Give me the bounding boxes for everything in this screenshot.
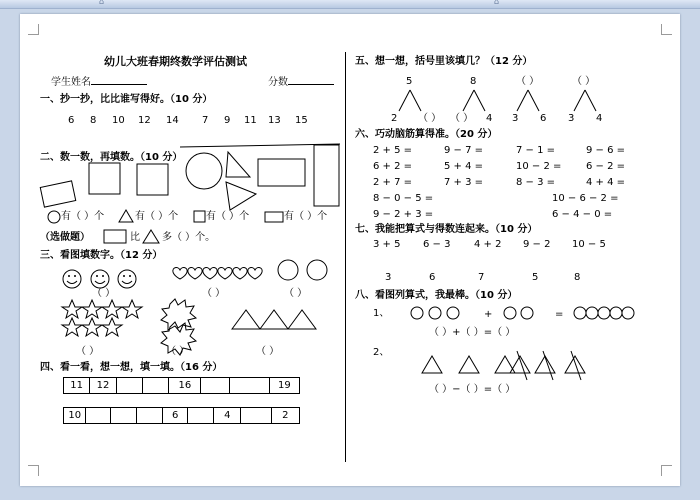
section-3-heading: 三、看图填数字。（12 分） bbox=[40, 250, 163, 261]
tree-left: 3 bbox=[568, 113, 575, 124]
match-expression: 3 + 5 bbox=[373, 239, 401, 250]
tree-top: 5 bbox=[406, 76, 413, 87]
bonus-label: （选做题） bbox=[40, 232, 90, 243]
grid-cell: 10 bbox=[64, 408, 86, 423]
tree-left: 3 bbox=[512, 113, 519, 124]
picture-equation-1 bbox=[20, 14, 680, 486]
question-number: 2、 bbox=[373, 347, 390, 358]
grid-cell: 19 bbox=[277, 380, 291, 391]
match-answer: 3 bbox=[385, 272, 392, 283]
equation: 9 − 6 = bbox=[586, 145, 626, 156]
section-4-heading: 四、看一看，想一想，填一填。（16 分） bbox=[40, 362, 223, 373]
tree-right: 6 bbox=[540, 113, 547, 124]
grid-cell: 12 bbox=[90, 378, 116, 393]
grid-cell: 4 bbox=[214, 408, 241, 423]
count-square-text: 有（ ）个 bbox=[206, 211, 250, 222]
count-rectangle-text: 有（ ）个 bbox=[284, 211, 328, 222]
equation: 10 − 2 = bbox=[516, 161, 562, 172]
equation: 2 + 5 = bbox=[373, 145, 413, 156]
blank: （ ） bbox=[284, 288, 308, 299]
match-expression: 10 − 5 bbox=[572, 239, 606, 250]
equation: 7 + 3 = bbox=[444, 177, 484, 188]
tree-left: （ ） bbox=[450, 113, 474, 124]
equation: 6 − 2 = bbox=[586, 161, 626, 172]
match-answer: 6 bbox=[429, 272, 436, 283]
document-page bbox=[20, 14, 680, 486]
equation: 7 − 1 = bbox=[516, 145, 556, 156]
match-answer: 7 bbox=[478, 272, 485, 283]
equation: 2 + 7 = bbox=[373, 177, 413, 188]
section-2-heading: 二、数一数，再填数。（10 分） bbox=[40, 152, 183, 163]
ruler-marker-left-icon: ⌂ bbox=[99, 0, 105, 6]
sequence-number: 9 bbox=[224, 115, 231, 126]
sequence-number: 8 bbox=[90, 115, 97, 126]
sequence-number: 7 bbox=[202, 115, 209, 126]
equation: 6 − 4 − 0 = bbox=[552, 209, 613, 220]
blank: （ ） bbox=[256, 346, 280, 357]
sequence-number: 10 bbox=[112, 115, 125, 126]
section-1-heading: 一、抄一抄，比比谁写得好。（10 分） bbox=[40, 94, 213, 105]
blank: （ ） bbox=[166, 346, 190, 357]
bonus-compare-text: 比 bbox=[130, 232, 140, 243]
section-8-heading: 八、看图列算式，我最棒。（10 分） bbox=[355, 290, 518, 301]
equation: 4 + 4 = bbox=[586, 177, 626, 188]
student-name-label: 学生姓名 bbox=[51, 77, 91, 88]
tree-top: 8 bbox=[470, 76, 477, 87]
equation: 6 + 2 = bbox=[373, 161, 413, 172]
blank: （ ） bbox=[202, 288, 226, 299]
match-expression: 6 − 3 bbox=[423, 239, 451, 250]
sequence-number: 14 bbox=[166, 115, 179, 126]
blank: （ ） bbox=[76, 346, 100, 357]
equals-sign: = bbox=[555, 309, 564, 320]
equation: 10 − 6 − 2 = bbox=[552, 193, 619, 204]
count-circle-text: 有（ ）个 bbox=[61, 211, 105, 222]
sequence-number: 11 bbox=[244, 115, 257, 126]
bonus-more-text: 多（ ）个。 bbox=[162, 232, 216, 243]
page-title: 幼儿大班春期终数学评估测试 bbox=[104, 55, 247, 68]
score-label: 分数 bbox=[268, 77, 288, 88]
sequence-number: 6 bbox=[68, 115, 75, 126]
section-7-heading: 七、我能把算式与得数连起来。（10 分） bbox=[355, 224, 538, 235]
count-triangle-text: 有（ ）个 bbox=[135, 211, 179, 222]
tree-top: （ ） bbox=[572, 76, 596, 87]
grid-cell: 2 bbox=[282, 410, 289, 421]
match-answer: 8 bbox=[574, 272, 581, 283]
ruler-bar bbox=[0, 0, 700, 9]
tree-right: 4 bbox=[596, 113, 603, 124]
equation: 5 + 4 = bbox=[444, 161, 484, 172]
grid-cell: 16 bbox=[169, 378, 201, 393]
question-number: 1、 bbox=[373, 308, 390, 319]
sequence-number: 13 bbox=[268, 115, 281, 126]
equation: 9 − 2 + 3 = bbox=[373, 209, 434, 220]
sequence-number: 12 bbox=[138, 115, 151, 126]
sequence-number: 15 bbox=[295, 115, 308, 126]
tree-right: 4 bbox=[486, 113, 493, 124]
equation: 8 − 0 − 5 = bbox=[373, 193, 434, 204]
match-answer: 5 bbox=[532, 272, 539, 283]
grid-cell: 6 bbox=[163, 408, 187, 423]
section-5-heading: 五、想一想，括号里该填几？（12 分） bbox=[355, 56, 533, 67]
equation-blanks-2: （ ）−（ ）=（ ） bbox=[429, 384, 516, 395]
plus-sign: + bbox=[484, 309, 493, 320]
match-expression: 9 − 2 bbox=[523, 239, 551, 250]
equation: 8 − 3 = bbox=[516, 177, 556, 188]
ruler-marker-right-icon: ⌂ bbox=[494, 0, 500, 6]
tree-right: （ ） bbox=[418, 113, 442, 124]
blank: （ ） bbox=[92, 288, 116, 299]
section-6-heading: 六、巧动脑筋算得准。（20 分） bbox=[355, 129, 498, 140]
grid-cell: 11 bbox=[64, 378, 90, 393]
smiley-group bbox=[411, 307, 634, 319]
match-expression: 4 + 2 bbox=[474, 239, 502, 250]
equation-blanks-1: （ ）+（ ）=（ ） bbox=[429, 327, 516, 338]
tree-top: （ ） bbox=[516, 76, 540, 87]
tree-left: 2 bbox=[391, 113, 398, 124]
triangle-group bbox=[422, 351, 585, 380]
equation: 9 − 7 = bbox=[444, 145, 484, 156]
